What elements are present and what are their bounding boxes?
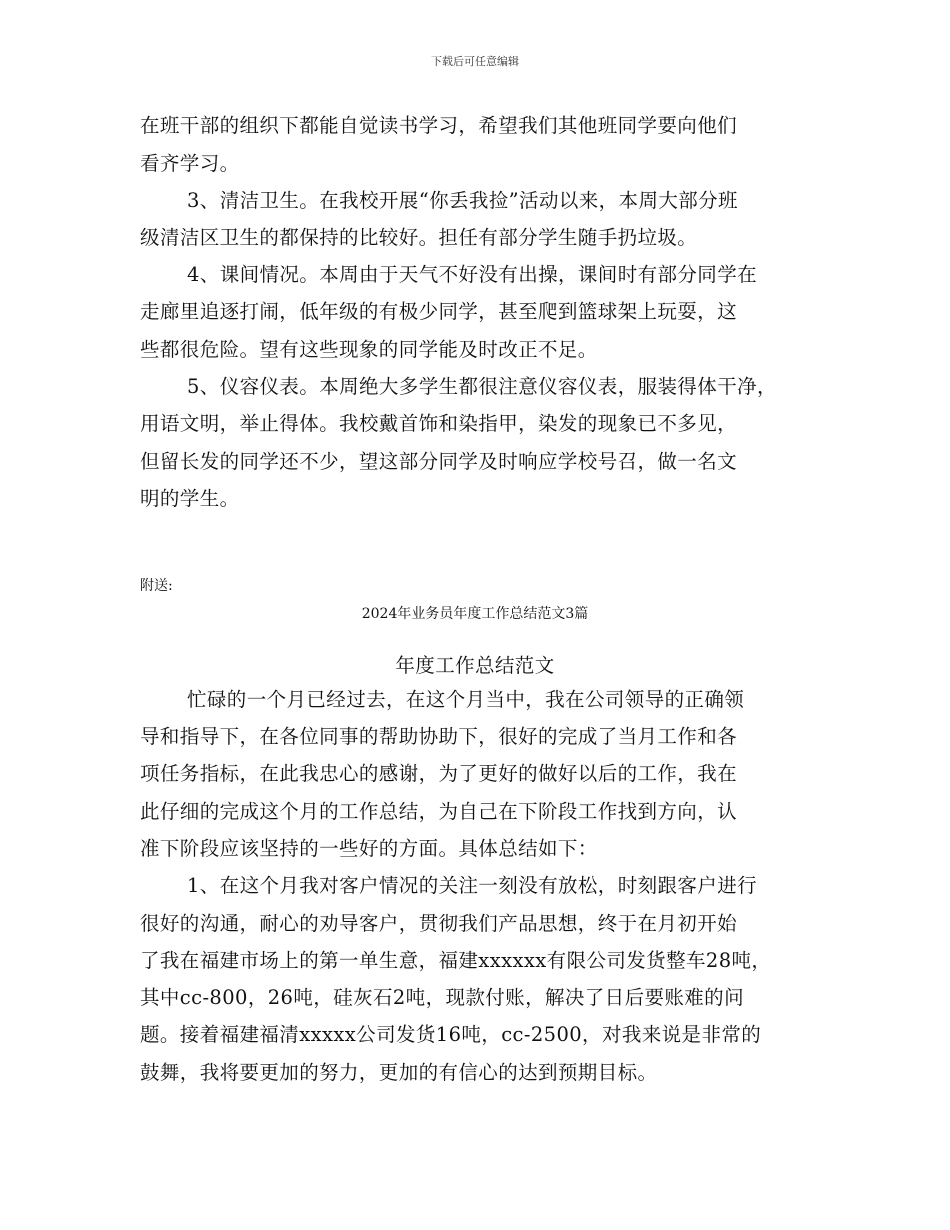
article-title: 年度工作总结范文 bbox=[395, 654, 555, 677]
paragraph-line: 题。接着福建福清xxxxx公司发货16吨，cc-2500，对我来说是非常的 bbox=[140, 1023, 762, 1046]
paragraph-line: 些都很危险。望有这些现象的同学能及时改正不足。 bbox=[140, 338, 598, 361]
paragraph-line: 明的学生。 bbox=[140, 487, 240, 510]
paragraph-line: 5、仪容仪表。本周绝大多学生都很注意仪容仪表，服装得体干净， bbox=[187, 375, 777, 398]
paragraph-line: 其中cc-800，26吨，硅灰石2吨，现款付账，解决了日后要账难的问 bbox=[140, 986, 744, 1009]
paragraph-line: 走廊里追逐打闹，低年级的有极少同学，甚至爬到篮球架上玩耍，这 bbox=[140, 300, 738, 323]
paragraph-line: 在班干部的组织下都能自觉读书学习，希望我们其他班同学要向他们 bbox=[140, 114, 738, 137]
page-header: 下载后可任意编辑 bbox=[431, 55, 519, 68]
paragraph-line: 导和指导下，在各位同事的帮助协助下，很好的完成了当月工作和各 bbox=[140, 725, 738, 748]
paragraph-line: 1、在这个月我对客户情况的关注一刻没有放松，时刻跟客户进行 bbox=[187, 874, 758, 897]
paragraph-line: 了我在福建市场上的第一单生意，福建xxxxxx有限公司发货整车28吨， bbox=[140, 949, 772, 972]
paragraph-line: 项任务指标，在此我忠心的感谢，为了更好的做好以后的工作，我在 bbox=[140, 762, 738, 785]
paragraph-line: 用语文明，举止得体。我校戴首饰和染指甲，染发的现象已不多见， bbox=[140, 412, 738, 435]
paragraph-line: 忙碌的一个月已经过去，在这个月当中，我在公司领导的正确领 bbox=[187, 688, 745, 711]
appendix-label: 附送: bbox=[140, 578, 173, 594]
paragraph-line: 级清洁区卫生的都保持的比较好。担任有部分学生随手扔垃圾。 bbox=[140, 226, 698, 249]
paragraph-line: 很好的沟通，耐心的劝导客户，贯彻我们产品思想，终于在月初开始 bbox=[140, 912, 738, 935]
paragraph-line: 3、清洁卫生。在我校开展“你丢我捡”活动以来，本周大部分班 bbox=[187, 189, 738, 212]
paragraph-line: 此仔细的完成这个月的工作总结，为自己在下阶段工作找到方向，认 bbox=[140, 800, 738, 823]
collection-title: 2024年业务员年度工作总结范文3篇 bbox=[361, 606, 589, 622]
paragraph-line: 鼓舞，我将要更加的努力，更加的有信心的达到预期目标。 bbox=[140, 1061, 658, 1084]
paragraph-line: 准下阶段应该坚持的一些好的方面。具体总结如下： bbox=[140, 837, 598, 860]
paragraph-line: 但留长发的同学还不少，望这部分同学及时响应学校号召，做一名文 bbox=[140, 450, 738, 473]
paragraph-line: 4、课间情况。本周由于天气不好没有出操，课间时有部分同学在 bbox=[187, 263, 758, 286]
paragraph-line: 看齐学习。 bbox=[140, 152, 240, 175]
